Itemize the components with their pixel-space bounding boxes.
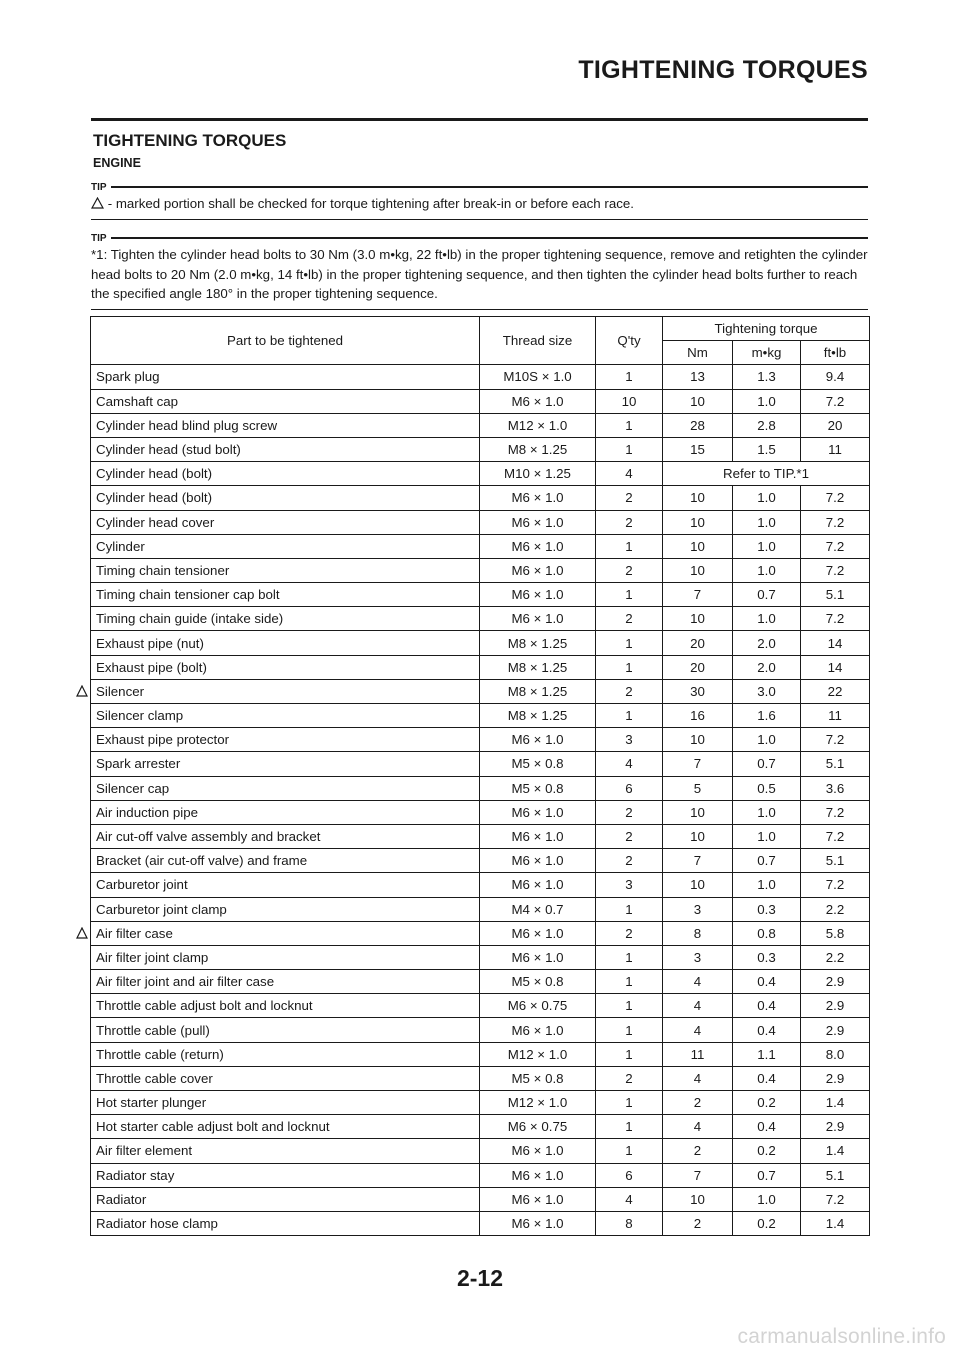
cell-nm: 3 [663, 897, 733, 921]
cell-thread-size: M6 × 1.0 [480, 558, 596, 582]
cell-nm: 10 [663, 486, 733, 510]
cell-thread-size: M6 × 1.0 [480, 824, 596, 848]
cell-qty: 1 [596, 437, 663, 461]
cell-part: Throttle cable cover [91, 1066, 480, 1090]
table-row [91, 486, 870, 510]
cell-mkg: 0.7 [733, 1163, 801, 1187]
cell-part: Air filter joint and air filter case [91, 970, 480, 994]
cell-qty: 1 [596, 655, 663, 679]
table-row [91, 994, 870, 1018]
cell-qty: 1 [596, 583, 663, 607]
cell-qty: 4 [596, 752, 663, 776]
cell-qty: 3 [596, 873, 663, 897]
cell-qty: 2 [596, 921, 663, 945]
cell-ftlb: 9.4 [801, 365, 870, 389]
cell-qty: 10 [596, 389, 663, 413]
cell-thread-size: M6 × 1.0 [480, 1139, 596, 1163]
cell-part: Exhaust pipe (nut) [91, 631, 480, 655]
cell-thread-size: M8 × 1.25 [480, 704, 596, 728]
header-thread-size: Thread size [480, 317, 596, 365]
tip-text: *1: Tighten the cylinder head bolts to 30 Nm (3.0 m•kg, 22 ft•lb) in the proper tightening sequence, remove and retighten the cylinder head bolts to 20 Nm (2.0 m•kg, 14 ft•lb) in the proper tightening sequence, and then tighten the cylinder head bolts further to reach the specified angle 180° in the proper tightening sequence. [91, 244, 868, 310]
table-row [91, 704, 870, 728]
cell-nm: 10 [663, 607, 733, 631]
cell-nm: 3 [663, 945, 733, 969]
cell-mkg: 0.3 [733, 897, 801, 921]
cell-qty: 1 [596, 631, 663, 655]
cell-part: Throttle cable (return) [91, 1042, 480, 1066]
cell-thread-size: M8 × 1.25 [480, 679, 596, 703]
cell-qty: 1 [596, 1018, 663, 1042]
table-row [91, 1091, 870, 1115]
tip-label: TIP [91, 181, 107, 193]
cell-part: Exhaust pipe (bolt) [91, 655, 480, 679]
cell-nm: 4 [663, 1018, 733, 1042]
table-row [91, 1211, 870, 1235]
cell-thread-size: M10 × 1.25 [480, 462, 596, 486]
table-row [91, 1115, 870, 1139]
cell-thread-size: M8 × 1.25 [480, 631, 596, 655]
cell-ftlb: 2.9 [801, 1018, 870, 1042]
tip-divider [111, 237, 868, 239]
table-row [91, 824, 870, 848]
cell-mkg: 0.2 [733, 1091, 801, 1115]
watermark: carmanualsonline.info [737, 1325, 946, 1348]
cell-mkg: 1.0 [733, 873, 801, 897]
cell-mkg: 1.0 [733, 510, 801, 534]
table-row [91, 849, 870, 873]
cell-part: Throttle cable adjust bolt and locknut [91, 994, 480, 1018]
cell-ftlb: 7.2 [801, 1187, 870, 1211]
table-row [91, 679, 870, 703]
cell-qty: 2 [596, 849, 663, 873]
cell-mkg: 0.7 [733, 752, 801, 776]
cell-mkg: 1.0 [733, 728, 801, 752]
cell-mkg: 2.0 [733, 631, 801, 655]
cell-nm: 2 [663, 1211, 733, 1235]
cell-ftlb: 2.2 [801, 897, 870, 921]
cell-mkg: 0.8 [733, 921, 801, 945]
table-row [91, 365, 870, 389]
table-row [91, 413, 870, 437]
cell-nm: 10 [663, 558, 733, 582]
cell-mkg: 2.0 [733, 655, 801, 679]
header-divider [91, 118, 868, 121]
cell-mkg: 1.5 [733, 437, 801, 461]
cell-mkg: 2.8 [733, 413, 801, 437]
table-row [91, 534, 870, 558]
cell-nm: 16 [663, 704, 733, 728]
cell-ftlb: 7.2 [801, 558, 870, 582]
cell-thread-size: M6 × 1.0 [480, 534, 596, 558]
table-row [91, 1139, 870, 1163]
header-tightening-torque: Tightening torque [663, 317, 870, 341]
cell-qty: 1 [596, 413, 663, 437]
cell-part: Camshaft cap [91, 389, 480, 413]
table-row [91, 1187, 870, 1211]
cell-part: Carburetor joint [91, 873, 480, 897]
cell-part: Air filter case [91, 921, 480, 945]
cell-thread-size: M12 × 1.0 [480, 1091, 596, 1115]
cell-ftlb: 2.9 [801, 1066, 870, 1090]
cell-mkg: 0.4 [733, 994, 801, 1018]
table-row [91, 921, 870, 945]
cell-part: Hot starter plunger [91, 1091, 480, 1115]
cell-qty: 1 [596, 365, 663, 389]
cell-qty: 2 [596, 1066, 663, 1090]
table-row [91, 728, 870, 752]
cell-thread-size: M6 × 1.0 [480, 849, 596, 873]
cell-qty: 8 [596, 1211, 663, 1235]
cell-part: Timing chain guide (intake side) [91, 607, 480, 631]
cell-part: Cylinder [91, 534, 480, 558]
tip-box-1 [91, 181, 868, 220]
cell-nm: 4 [663, 1066, 733, 1090]
cell-thread-size: M6 × 1.0 [480, 1163, 596, 1187]
table-row [91, 558, 870, 582]
cell-thread-size: M6 × 0.75 [480, 994, 596, 1018]
cell-qty: 1 [596, 897, 663, 921]
cell-thread-size: M5 × 0.8 [480, 1066, 596, 1090]
cell-thread-size: M12 × 1.0 [480, 1042, 596, 1066]
cell-thread-size: M6 × 1.0 [480, 800, 596, 824]
cell-qty: 1 [596, 994, 663, 1018]
cell-thread-size: M4 × 0.7 [480, 897, 596, 921]
cell-qty: 1 [596, 704, 663, 728]
cell-qty: 2 [596, 510, 663, 534]
cell-nm: 4 [663, 1115, 733, 1139]
cell-nm: 8 [663, 921, 733, 945]
cell-part: Cylinder head (stud bolt) [91, 437, 480, 461]
cell-thread-size: M6 × 1.0 [480, 1211, 596, 1235]
cell-nm: 10 [663, 389, 733, 413]
cell-thread-size: M6 × 1.0 [480, 486, 596, 510]
cell-nm: 2 [663, 1091, 733, 1115]
torque-table [90, 316, 870, 1236]
cell-nm: 4 [663, 994, 733, 1018]
cell-ftlb: 14 [801, 631, 870, 655]
table-row [91, 510, 870, 534]
cell-part: Radiator hose clamp [91, 1211, 480, 1235]
cell-nm: 5 [663, 776, 733, 800]
cell-nm: 10 [663, 728, 733, 752]
cell-qty: 4 [596, 1187, 663, 1211]
cell-mkg: 0.4 [733, 1066, 801, 1090]
cell-part: Air induction pipe [91, 800, 480, 824]
table-row [91, 607, 870, 631]
tip-text [91, 193, 868, 220]
cell-ftlb: 1.4 [801, 1091, 870, 1115]
cell-part: Silencer [91, 679, 480, 703]
cell-thread-size: M6 × 1.0 [480, 389, 596, 413]
cell-part: Cylinder head (bolt) [91, 462, 480, 486]
cell-thread-size: M6 × 1.0 [480, 728, 596, 752]
cell-mkg: 1.0 [733, 534, 801, 558]
cell-nm: 7 [663, 752, 733, 776]
cell-qty: 2 [596, 486, 663, 510]
cell-nm: 10 [663, 534, 733, 558]
cell-ftlb: 7.2 [801, 510, 870, 534]
table-row [91, 752, 870, 776]
cell-mkg: 0.5 [733, 776, 801, 800]
cell-thread-size: M6 × 0.75 [480, 1115, 596, 1139]
cell-nm: 7 [663, 583, 733, 607]
cell-ftlb: 2.9 [801, 994, 870, 1018]
cell-nm: 20 [663, 631, 733, 655]
cell-qty: 2 [596, 558, 663, 582]
table-row [91, 970, 870, 994]
cell-thread-size: M6 × 1.0 [480, 510, 596, 534]
cell-ftlb: 2.9 [801, 970, 870, 994]
header-part: Part to be tightened [91, 317, 480, 365]
cell-ftlb: 11 [801, 437, 870, 461]
cell-part: Spark plug [91, 365, 480, 389]
table-row [91, 945, 870, 969]
cell-thread-size: M5 × 0.8 [480, 752, 596, 776]
table-row [91, 1066, 870, 1090]
cell-part: Exhaust pipe protector [91, 728, 480, 752]
cell-mkg: 0.7 [733, 583, 801, 607]
cell-qty: 1 [596, 1091, 663, 1115]
header-mkg: m•kg [733, 341, 801, 365]
cell-qty: 2 [596, 800, 663, 824]
cell-ftlb: 7.2 [801, 728, 870, 752]
cell-nm: 10 [663, 1187, 733, 1211]
table-row [91, 1018, 870, 1042]
tip-box-2 [91, 232, 868, 310]
table-row [91, 389, 870, 413]
cell-qty: 2 [596, 679, 663, 703]
cell-nm: 30 [663, 679, 733, 703]
table-row [91, 897, 870, 921]
cell-mkg: 0.2 [733, 1211, 801, 1235]
cell-part: Radiator [91, 1187, 480, 1211]
cell-thread-size: M12 × 1.0 [480, 413, 596, 437]
cell-part: Bracket (air cut-off valve) and frame [91, 849, 480, 873]
table-row [91, 437, 870, 461]
header-qty: Q'ty [596, 317, 663, 365]
cell-thread-size: M6 × 1.0 [480, 1018, 596, 1042]
cell-mkg: 1.0 [733, 1187, 801, 1211]
cell-thread-size: M6 × 1.0 [480, 921, 596, 945]
table-row [91, 655, 870, 679]
cell-part: Cylinder head blind plug screw [91, 413, 480, 437]
cell-nm: 7 [663, 849, 733, 873]
cell-mkg: 3.0 [733, 679, 801, 703]
cell-thread-size: M6 × 1.0 [480, 1187, 596, 1211]
cell-ftlb: 22 [801, 679, 870, 703]
cell-nm: 28 [663, 413, 733, 437]
cell-qty: 4 [596, 462, 663, 486]
cell-qty: 1 [596, 1042, 663, 1066]
cell-mkg: 0.7 [733, 849, 801, 873]
cell-ftlb: 2.2 [801, 945, 870, 969]
cell-part: Air filter joint clamp [91, 945, 480, 969]
table-row [91, 583, 870, 607]
cell-nm: 13 [663, 365, 733, 389]
cell-qty: 6 [596, 1163, 663, 1187]
table-row [91, 631, 870, 655]
cell-qty: 1 [596, 945, 663, 969]
cell-nm: 10 [663, 824, 733, 848]
cell-nm: 11 [663, 1042, 733, 1066]
table-row [91, 776, 870, 800]
cell-thread-size: M5 × 0.8 [480, 970, 596, 994]
cell-mkg: 0.3 [733, 945, 801, 969]
triangle-outline-icon [76, 927, 88, 939]
cell-ftlb: 20 [801, 413, 870, 437]
page-header-title: TIGHTENING TORQUES [578, 56, 868, 84]
cell-qty: 3 [596, 728, 663, 752]
cell-mkg: 0.4 [733, 1018, 801, 1042]
cell-qty: 1 [596, 1115, 663, 1139]
triangle-outline-icon [76, 685, 88, 697]
cell-nm: 4 [663, 970, 733, 994]
table-header-row [91, 317, 870, 341]
cell-mkg: 1.0 [733, 389, 801, 413]
cell-part: Radiator stay [91, 1163, 480, 1187]
cell-qty: 1 [596, 534, 663, 558]
cell-part: Spark arrester [91, 752, 480, 776]
cell-part: Cylinder head (bolt) [91, 486, 480, 510]
cell-ftlb: 5.1 [801, 849, 870, 873]
cell-mkg: 1.0 [733, 486, 801, 510]
cell-thread-size: M10S × 1.0 [480, 365, 596, 389]
cell-qty: 1 [596, 970, 663, 994]
cell-ftlb: 7.2 [801, 389, 870, 413]
cell-ftlb: 3.6 [801, 776, 870, 800]
cell-qty: 2 [596, 824, 663, 848]
cell-mkg: 1.1 [733, 1042, 801, 1066]
table-row [91, 462, 870, 486]
cell-ftlb: 2.9 [801, 1115, 870, 1139]
cell-ftlb: 1.4 [801, 1211, 870, 1235]
cell-mkg: 1.0 [733, 558, 801, 582]
cell-part: Throttle cable (pull) [91, 1018, 480, 1042]
cell-ftlb: 7.2 [801, 824, 870, 848]
cell-nm: 10 [663, 800, 733, 824]
cell-qty: 6 [596, 776, 663, 800]
cell-ftlb: 7.2 [801, 800, 870, 824]
triangle-outline-icon [91, 197, 104, 209]
cell-mkg: 0.4 [733, 970, 801, 994]
cell-nm: 15 [663, 437, 733, 461]
cell-nm: 10 [663, 873, 733, 897]
cell-ftlb: 7.2 [801, 534, 870, 558]
tip-divider [111, 186, 868, 188]
cell-mkg: 1.3 [733, 365, 801, 389]
cell-part: Silencer clamp [91, 704, 480, 728]
cell-nm: 20 [663, 655, 733, 679]
cell-ftlb: 8.0 [801, 1042, 870, 1066]
cell-mkg: 1.0 [733, 800, 801, 824]
cell-part: Hot starter cable adjust bolt and locknut [91, 1115, 480, 1139]
page-number: 2-12 [456, 1265, 504, 1291]
cell-ftlb: 5.1 [801, 1163, 870, 1187]
cell-ftlb: 1.4 [801, 1139, 870, 1163]
cell-thread-size: M6 × 1.0 [480, 607, 596, 631]
cell-thread-size: M6 × 1.0 [480, 873, 596, 897]
table-row [91, 1042, 870, 1066]
cell-ftlb: 11 [801, 704, 870, 728]
table-body [91, 365, 870, 1236]
cell-ftlb: 7.2 [801, 873, 870, 897]
section-title: TIGHTENING TORQUES [93, 131, 287, 150]
cell-part: Silencer cap [91, 776, 480, 800]
cell-thread-size: M5 × 0.8 [480, 776, 596, 800]
cell-mkg: 1.0 [733, 824, 801, 848]
cell-ftlb: 7.2 [801, 607, 870, 631]
cell-torque-note: Refer to TIP.*1 [663, 462, 870, 486]
cell-qty: 1 [596, 1139, 663, 1163]
cell-ftlb: 5.1 [801, 752, 870, 776]
cell-mkg: 0.2 [733, 1139, 801, 1163]
table-row [91, 873, 870, 897]
cell-ftlb: 7.2 [801, 486, 870, 510]
table-row [91, 800, 870, 824]
tip-text-content: - marked portion shall be checked for torque tightening after break-in or before each race. [104, 196, 634, 211]
cell-mkg: 1.0 [733, 607, 801, 631]
subsection-title: ENGINE [93, 156, 141, 170]
cell-nm: 7 [663, 1163, 733, 1187]
cell-thread-size: M6 × 1.0 [480, 945, 596, 969]
cell-ftlb: 5.8 [801, 921, 870, 945]
cell-ftlb: 5.1 [801, 583, 870, 607]
table-row [91, 1163, 870, 1187]
cell-part: Timing chain tensioner cap bolt [91, 583, 480, 607]
cell-mkg: 0.4 [733, 1115, 801, 1139]
tip-label: TIP [91, 232, 107, 244]
cell-part: Cylinder head cover [91, 510, 480, 534]
cell-ftlb: 14 [801, 655, 870, 679]
header-nm: Nm [663, 341, 733, 365]
cell-thread-size: M6 × 1.0 [480, 583, 596, 607]
cell-nm: 10 [663, 510, 733, 534]
header-ftlb: ft•lb [801, 341, 870, 365]
cell-mkg: 1.6 [733, 704, 801, 728]
cell-thread-size: M8 × 1.25 [480, 655, 596, 679]
cell-thread-size: M8 × 1.25 [480, 437, 596, 461]
cell-part: Air cut-off valve assembly and bracket [91, 824, 480, 848]
cell-nm: 2 [663, 1139, 733, 1163]
cell-part: Air filter element [91, 1139, 480, 1163]
cell-part: Carburetor joint clamp [91, 897, 480, 921]
cell-qty: 2 [596, 607, 663, 631]
cell-part: Timing chain tensioner [91, 558, 480, 582]
